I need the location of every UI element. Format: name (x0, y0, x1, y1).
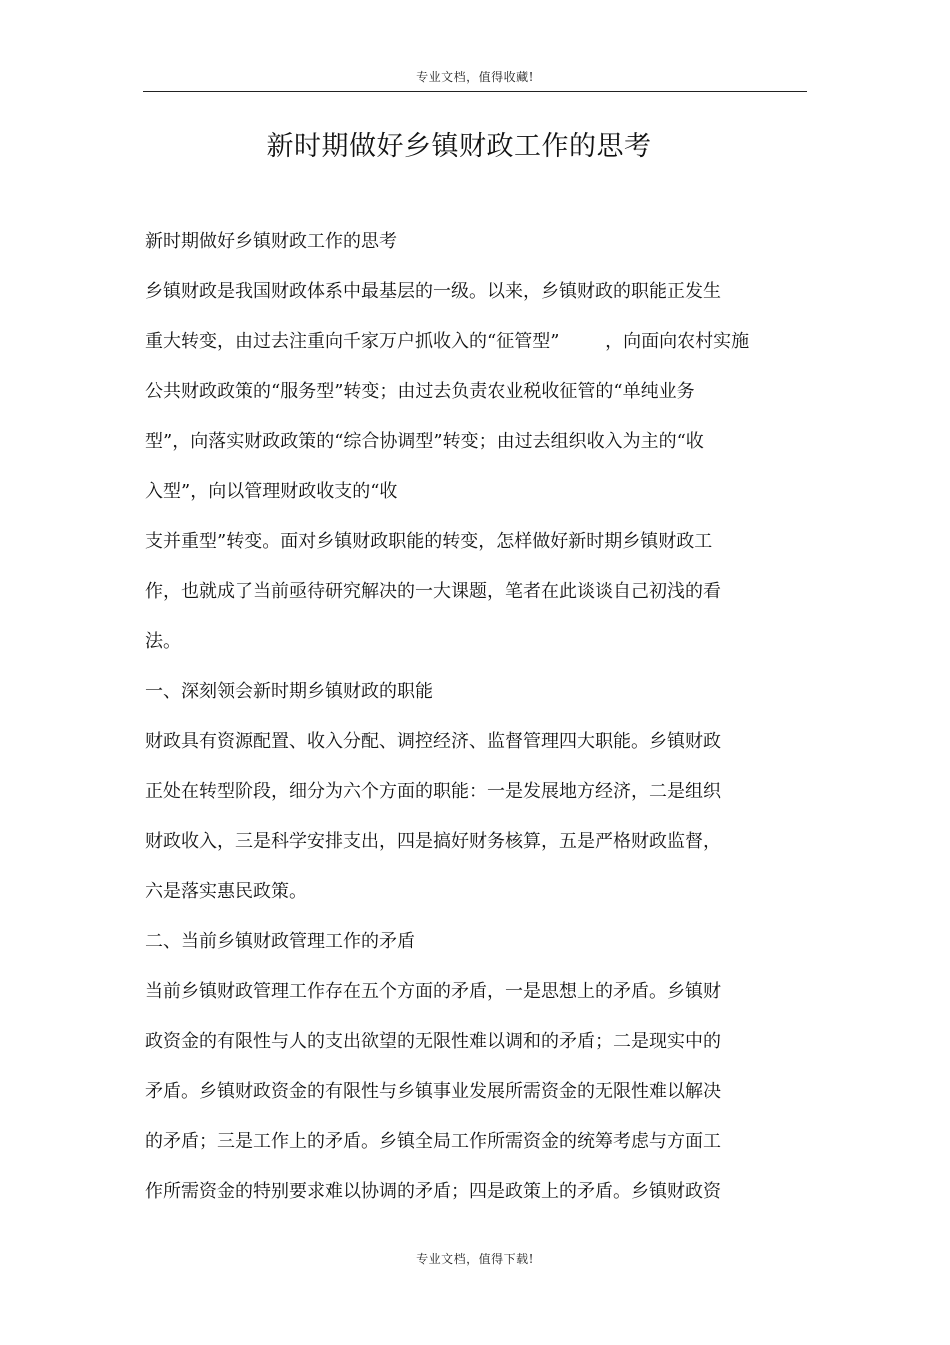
body-line: 作所需资金的特别要求难以协调的矛盾；四是政策上的矛盾。乡镇财政资 (145, 1181, 721, 1202)
body-line: 支并重型”转变。面对乡镇财政职能的转变，怎样做好新时期乡镇财政工 (145, 531, 713, 552)
body-line: 法。 (145, 631, 181, 652)
body-line: 政资金的有限性与人的支出欲望的无限性难以调和的矛盾；二是现实中的 (145, 1031, 721, 1052)
body-line: 作，也就成了当前亟待研究解决的一大课题，笔者在此谈谈自己初浅的看 (145, 581, 721, 602)
body-line: 当前乡镇财政管理工作存在五个方面的矛盾，一是思想上的矛盾。乡镇财 (145, 981, 721, 1002)
body-line: 入型”，向以管理财政收支的“收 (145, 481, 398, 502)
body-line: 的矛盾；三是工作上的矛盾。乡镇全局工作所需资金的统筹考虑与方面工 (145, 1131, 721, 1152)
body-line-subtitle: 新时期做好乡镇财政工作的思考 (145, 231, 397, 252)
body-line: 公共财政政策的“服务型”转变；由过去负责农业税收征管的“单纯业务 (145, 381, 695, 402)
body-line: 乡镇财政是我国财政体系中最基层的一级。以来，乡镇财政的职能正发生 (145, 281, 721, 302)
body-line: 六是落实惠民政策。 (145, 881, 307, 902)
body-line: 矛盾。乡镇财政资金的有限性与乡镇事业发展所需资金的无限性难以解决 (145, 1081, 721, 1102)
document-title: 新时期做好乡镇财政工作的思考 (266, 131, 652, 162)
document-body (145, 229, 825, 1229)
body-line: 财政收入，三是科学安排支出，四是搞好财务核算，五是严格财政监督， (145, 831, 721, 852)
section-heading-1: 一、深刻领会新时期乡镇财政的职能 (145, 681, 433, 702)
page-footer: 专业文档，值得下载! (416, 1252, 534, 1266)
body-line: 重大转变，由过去注重向千家万户抓收入的“征管型” ，向面向农村实施 (145, 331, 750, 352)
body-line: 型”，向落实财政政策的“综合协调型”转变；由过去组织收入为主的“收 (145, 431, 704, 452)
header-divider (143, 91, 807, 92)
body-line: 正处在转型阶段，细分为六个方面的职能：一是发展地方经济，二是组织 (145, 781, 721, 802)
body-line: 财政具有资源配置、收入分配、调控经济、监督管理四大职能。乡镇财政 (145, 731, 721, 752)
page-header: 专业文档，值得收藏! (416, 70, 534, 84)
section-heading-2: 二、当前乡镇财政管理工作的矛盾 (145, 931, 415, 952)
